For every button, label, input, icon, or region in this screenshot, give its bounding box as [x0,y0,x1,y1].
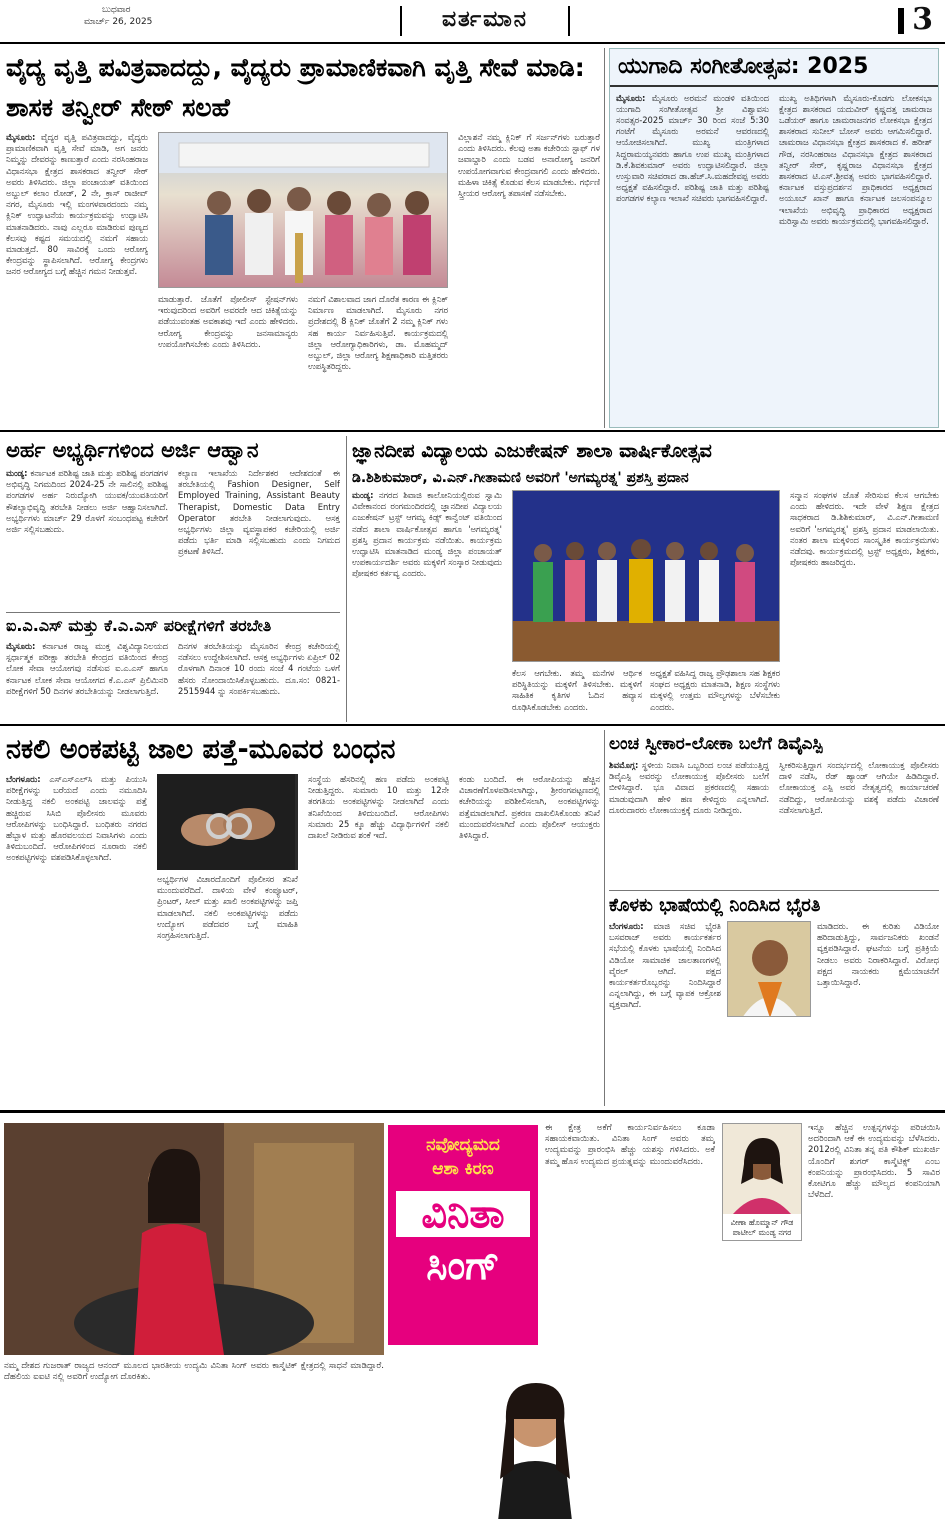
story-headline: ನಕಲಿ ಅಂಕಪಟ್ಟಿ ಜಾಲ ಪತ್ತೆ-ಮೂವರ ಬಂಧನ [6,734,396,765]
story-text [6,641,168,709]
story-text [352,490,502,660]
feature-column-1 [4,1361,384,1517]
vinita-portrait-photo [4,1123,384,1355]
story-ias-kas-training [6,612,340,720]
vinita-portrait-image [4,1123,384,1355]
feature-column-2: ಈ ಕ್ಷೇತ್ರ ಅಕೆಗೆ ಕಾರ್ಯನಿರ್ವಹಿಸಲು ಕೂಡಾ ಸಹಾಯಕವಾಯಿತು. ವಿನಿತಾ ಸಿಂಗ್ ಅವರು ತಮ್ಮ ಉದ್ಯಮವನ್ನು ಪ್ರಾರಂಭಿಸಿ ಹೆಚ್ಚು ಯಶಸ್ಸು ಗಳಿಸಿದರು. ಅಕೆ ತಮ್ಮ ಹೊಸ ಉದ್ಯಮದ ಪ್ರಯತ್ನವನ್ನು ಮುಂದುವರೆಸಿದರು. [545,1123,715,1167]
dateline: ಶಿವಮೊಗ್ಗ: [609,760,639,770]
story-ugadi-festival [609,48,939,428]
story-column-1: ಕರ್ನಾಟಕ ಪರಿಶಿಷ್ಟ ಜಾತಿ ಮತ್ತು ಪರಿಶಿಷ್ಟ ಪಂಗಡಗಳ ಅಭಿವೃದ್ಧಿ ನಿಗಮದಿಂದ 2024-25 ನೇ ಸಾಲಿನಲ್ಲಿ ಪರಿಶಿಷ್ಟ ಪಂಗಡಗಳ ಅರ್ಹ ನಿರುದ್ಯೋಗಿ ಯುವಕ/ಯುವತಿಯರಿಗೆ ಕೌಶಲ್ಯಾಭಿವೃದ್ಧಿ ತರಬೇತಿ ನೀಡಲು ಅರ್ಜಿ ಆಹ್ವಾನಿಸಲಾಗಿದೆ. ಅಭ್ಯರ್ಥಿಗಳು ಮಾರ್ಚ್ 29 ರೊಳಗೆ ಸಂಬಂಧಪಟ್ಟ ಕಚೇರಿಗೆ ಅರ್ಜಿ ಸಲ್ಲಿಸಬಹುದು. [6,468,168,535]
feature-title-line-1: ನವೋದ್ಯಮದ [426,1135,500,1155]
story-column-1: ನಗರದ ಶಿವಾಜಿ ಕಾಲೋನಿಯಲ್ಲಿರುವ ಸ್ವಾಮಿ ವಿವೇಕಾನಂದ ರಂಗಮಂದಿರದಲ್ಲಿ ಜ್ಞಾನದೀಪ ವಿದ್ಯಾಲಯ ಎಜುಕೇಷನ್ ಟ್ರಸ್ಟ್ ಆಗಮ್ಯ ಕಿಡ್ಸ್ ಕಾನ್ವೆಂಟ್ ವತಿಯಿಂದ ನಡೆದ ಶಾಲಾ ವಾರ್ಷಿಕೋತ್ಸವ ಹಾಗೂ 'ಅಗಮ್ಯರತ್ನ' ಪ್ರಶಸ್ತಿ ಪ್ರದಾನ ಕಾರ್ಯಕ್ರಮ ನಡೆಯಿತು. ಕಾರ್ಯಕ್ರಮ ಉದ್ಘಾಟಿಸಿ ಮಾತನಾಡಿದ ಮಂಡ್ಯ ಜಿಲ್ಲಾ ಪಂಚಾಯತ್ ಉಪಕಾರ್ಯದರ್ಶಿ ಅವರು ಮಕ್ಕಳಿಗೆ ಸಂಸ್ಕಾರ ನೀಡುವುದು ಪೋಷಕರ ಕರ್ತವ್ಯ ಎಂದರು. [352,490,502,579]
feature-column-3: ಇನ್ನೂ ಹೆಚ್ಚಿನ ಉತ್ಪನ್ನಗಳನ್ನು ಪರಿಚಯಿಸಿ ಅದರಿಂದಾಗಿ ಆಕೆ ಈ ಉದ್ಯಮವನ್ನು ಬೆಳೆಸಿದರು. 2012ರಲ್ಲಿ ವಿನಿತಾ ತನ್ನ ಪತಿ ಕೌಶಿಕ್ ಮುಖರ್ಜಿ ಯೊಂದಿಗೆ ಶುಗರ್ ಕಾಸ್ಮೆಟಿಕ್ಸ್ ಎಂಬ ಕಂಪನಿಯನ್ನು ಪ್ರಾರಂಭಿಸಿದರು. 5 ಸಾವಿರ ಕೋಟಿಗೂ ಹೆಚ್ಚು ಮೌಲ್ಯದ ಕಂಪನಿಯಾಗಿ ಬೆಳೆದಿದೆ. [808,1123,940,1201]
award-ceremony-photo-image [513,491,780,662]
photo-column [158,132,448,420]
story-column-3: ಅಧ್ಯಕ್ಷತೆ ವಹಿಸಿದ್ದ ರಾಜ್ಯ ಪ್ರೌಢಶಾಲಾ ಸಹ ಶಿಕ್ಷಕರ ಸಂಘದ ಅಧ್ಯಕ್ಷರು ಮಾತನಾಡಿ, ಶಿಕ್ಷಣ ಸಂಸ್ಥೆಗಳು ಮಕ್ಕಳಲ್ಲಿ ಉತ್ತಮ ಮೌಲ್ಯಗಳನ್ನು ಬೆಳೆಸಬೇಕು ಎಂದರು. [650,668,780,712]
story-text [616,93,769,413]
feature-title-line-2: ಆಶಾ ಕಿರಣ [432,1159,494,1179]
dateline: ಮೈಸೂರು: [6,641,36,651]
politician-photo-image [728,922,811,1017]
story-byrathi-abuse [609,890,939,1104]
story-headline: ಐ.ಎ.ಎಸ್ ಮತ್ತು ಕೆ.ಎ.ಎಸ್ ಪರೀಕ್ಷೆಗಳಿಗೆ ತರಬೇತಿ [6,616,272,635]
issue-date: ಮಾರ್ಚ್ 26, 2025 [84,17,153,27]
story-column-1: ವೈದ್ಯರ ವೃತ್ತಿ ಪವಿತ್ರವಾದದ್ದು, ವೈದ್ಯರು ಪ್ರಾಮಾಣಿಕವಾಗಿ ವೃತ್ತಿ ಸೇವೆ ಮಾಡಿ, ಅಗ ಜನರು ನಿಮ್ಮನ್ನು ದೇವರನ್ನು ಕಾಣುತ್ತಾರೆ ಎಂದು ನರಸಿಂಹರಾಜ ವಿಧಾನಸಭಾ ಕ್ಷೇತ್ರದ ಶಾಸಕರಾದ ತನ್ವೀರ್ ಸೇಠ್ ಅವರು ತಿಳಿಸಿದರು. ಜಿಲ್ಲಾ ಪಂಚಾಯತ್ ವತಿಯಿಂದ ಅಬ್ದುಲ್ ಕಲಾಂ ರೋಡ್, 2 ನೇ, ಕ್ರಾಸ್ ರಾಜೀವ್ ನಗರ, ಮೈಸೂರು ಇಲ್ಲಿ ಮಂಗಳವಾರದಂದು ನಮ್ಮ ಕ್ಲಿನಿಕ್ ಉದ್ಘಾಟನೆಯ ಕಾರ್ಯಕ್ರಮವನ್ನು ಉದ್ಘಾಟಿಸಿ ಮಾತನಾಡಿದರು. ನಾವು ಎಲ್ಲರೂ ಮಾಡಿರುವ ಪುಣ್ಯದ ಕೆಲಸವು ಕಷ್ಟದ ಸಮಯದಲ್ಲಿ ನಮಗೆ ಸಹಾಯ ಮಾಡುತ್ತದೆ. 80 ಸಾವಿರಕ್ಕೆ ಒಂದು ಆರೋಗ್ಯ ಕೇಂದ್ರವನ್ನು ಸ್ಥಾಪಿಸಲಾಗಿದೆ. ಆರೋಗ್ಯ ಕೇಂದ್ರಗಳು ಜನರ ಆರೋಗ್ಯದ ಬಗ್ಗೆ ಹೆಚ್ಚಿನ ಗಮನ ನೀಡುತ್ತವೆ. [6,132,148,277]
politician-photo [727,921,811,1017]
story-lokayukta-trap [609,730,939,888]
weekday: ಬುಧವಾರ [102,5,131,15]
story-column-2: ಮಾಡಿದರು. ಈ ಕುರಿತು ವಿಡಿಯೋ ಹರಿದಾಡುತ್ತಿದ್ದು, ಸಾರ್ವಜನಿಕರು ಖಂಡನೆ ವ್ಯಕ್ತಪಡಿಸಿದ್ದಾರೆ. ಘಟನೆಯ ಬಗ್ಗೆ ಪ್ರತಿಕ್ರಿಯೆ ನೀಡಲು ಅವರು ನಿರಾಕರಿಸಿದ್ದಾರೆ. ವಿರೋಧ ಪಕ್ಷದ ನಾಯಕರು ಕ್ಷಮೆಯಾಚನೆಗೆ ಒತ್ತಾಯಿಸಿದ್ದಾರೆ. [817,921,939,988]
inauguration-photo-image [159,133,448,288]
dateline: ಮೈಸೂರು: [6,132,36,142]
story-column-2: ಕಲ್ಯಾಣ ಇಲಾಖೆಯ ನಿರ್ದೇಶಕರ ಆದೇಶದಂತೆ ಈ ತರಬೇತಿಯಲ್ಲಿ Fashion Designer, Self Employed Training, Assistant Beauty Therapist, Domestic Data Entry Operator ತರಬೇತಿ ನೀಡಲಾಗುವುದು. ಆಸಕ್ತ ಅಭ್ಯರ್ಥಿಗಳು ಜಿಲ್ಲಾ ವ್ಯವಸ್ಥಾಪಕರ ಕಚೇರಿಯಲ್ಲಿ ಅರ್ಜಿ ಪಡೆದು ಭರ್ತಿ ಮಾಡಿ ಸಲ್ಲಿಸಬಹುದು ಎಂದು ನಿಗಮದ ಪ್ರಕಟಣೆ ತಿಳಿಸಿದೆ. [178,468,340,557]
inauguration-photo [158,132,448,288]
story-column-2: ದಿನಗಳ ತರಬೇತಿಯನ್ನು ಮೈಸೂರಿನ ಕೇಂದ್ರ ಕಚೇರಿಯಲ್ಲಿ ನಡೆಸಲು ಉದ್ದೇಶಿಸಲಾಗಿದೆ. ಆಸಕ್ತ ಅಭ್ಯರ್ಥಿಗಳು ಏಪ್ರಿಲ್ 02 ರೊಳಗಾಗಿ ದಿನಾಂಕ 10 ರಂದು ಸಂಜೆ 4 ಗಂಟೆಯ ಒಳಗೆ ಹೆಸರು ನೋಂದಾಯಿಸಿಕೊಳ್ಳಬಹುದು. ದೂ.ಸಂ: 0821-2515944 ನ್ನು ಸಂಪರ್ಕಿಸಬಹುದು. [178,641,340,696]
date-block [84,4,152,28]
column-divider [346,436,347,722]
story-column-2: ಸ್ವೀಕರಿಸುತ್ತಿದ್ದಾಗ ಸಂದರ್ಭದಲ್ಲಿ ಲೋಕಾಯುಕ್ತ ಪೊಲೀಸರು ದಾಳಿ ನಡೆಸಿ, ರೆಡ್ ಹ್ಯಾಂಡ್ ಆಗಿಯೇ ಹಿಡಿದಿದ್ದಾರೆ. ಲೋಕಾಯುಕ್ತ ಎಸ್ಪಿ ಅವರ ನೇತೃತ್ವದಲ್ಲಿ ಕಾರ್ಯಾಚರಣೆ ನಡೆದಿದ್ದು, ಆರೋಪಿಯನ್ನು ವಶಕ್ಕೆ ಪಡೆದು ವಿಚಾರಣೆ ನಡೆಸಲಾಗುತ್ತಿದೆ. [779,760,939,815]
story-column-4: ಸನ್ಮಾನ ಸಂಘಗಳ ಜೊತೆ ಸೇರಿಸುವ ಕೆಲಸ ಆಗಬೇಕು ಎಂದು ಹೇಳಿದರು. ಇದೇ ವೇಳೆ ಶಿಕ್ಷಣ ಕ್ಷೇತ್ರದ ಸಾಧಕರಾದ ಡಿ.ಶಿಶಿಕುಮಾರ್, ವಿ.ಎನ್.ಗೀತಾಮಣಿ ಅವರಿಗೆ 'ಅಗಮ್ಯರತ್ನ' ಪ್ರಶಸ್ತಿ ಪ್ರದಾನ ಮಾಡಲಾಯಿತು. ನಂತರ ಶಾಲಾ ಮಕ್ಕಳಿಂದ ಸಾಂಸ್ಕೃತಿಕ ಕಾರ್ಯಕ್ರಮಗಳು ನಡೆದವು. ಕಾರ್ಯಕ್ರಮದಲ್ಲಿ ಟ್ರಸ್ಟ್ ಅಧ್ಯಕ್ಷರು, ಶಿಕ್ಷಕರು, ಪೋಷಕರು ಹಾಜರಿದ್ದರು. [790,490,939,568]
story-text [6,468,168,598]
author-box [722,1123,802,1241]
page-number-value: 3 [912,2,933,37]
feature-title-line-4: ಸಿಂಗ್ [426,1243,500,1289]
row-divider [0,430,945,432]
author-photo [723,1124,801,1214]
story-text [6,132,148,420]
story-subheadline: ಡಿ.ಶಿಶಿಕುಮಾರ್, ವಿ.ಎನ್.ಗೀತಾಮಣಿ ಅವರಿಗೆ 'ಅಗಮ್ಯರತ್ನ' ಪ್ರಶಸ್ತಿ ಪ್ರದಾನ [352,470,689,486]
story-column-3: ಸಂಸ್ಥೆಯ ಹೆಸರಿನಲ್ಲಿ ಹಣ ಪಡೆದು ಅಂಕಪಟ್ಟಿ ನೀಡುತ್ತಿದ್ದರು. ಸುಮಾರು 10 ಮತ್ತು 12ನೇ ತರಗತಿಯ ಅಂಕಪಟ್ಟಿಗಳನ್ನು ನೀಡಲಾಗಿದೆ ಎಂದು ತನಿಖೆಯಿಂದ ತಿಳಿದುಬಂದಿದೆ. ಆರೋಪಿಗಳು ಸುಮಾರು 25 ಕ್ಕೂ ಹೆಚ್ಚು ವಿದ್ಯಾರ್ಥಿಗಳಿಗೆ ನಕಲಿ ದಾಖಲೆ ನೀಡಿರುವ ಶಂಕೆ ಇದೆ. [308,774,449,841]
story-headline: ಯುಗಾದಿ ಸಂಗೀತೋತ್ಸವ: 2025 [610,49,938,87]
story-column-1: ಸ್ಥಳೀಯ ನಿವಾಸಿ ಒಬ್ಬರಿಂದ ಲಂಚ ಪಡೆಯುತ್ತಿದ್ದ ಡಿವೈಎಸ್ಪಿ ಅವರನ್ನು ಲೋಕಾಯುಕ್ತ ಪೊಲೀಸರು ಬಲೆಗೆ ಬೀಳಿಸಿದ್ದಾರೆ. ಭೂ ವಿವಾದ ಪ್ರಕರಣದಲ್ಲಿ ಸಹಾಯ ಮಾಡುವುದಾಗಿ ಹೇಳಿ ಹಣ ಕೇಳಿದ್ದರು ಎನ್ನಲಾಗಿದೆ. ದೂರುದಾರರು ಲೋಕಾಯುಕ್ತಕ್ಕೆ ದೂರು ನೀಡಿದ್ದರು. [609,760,769,815]
feature-title-box [388,1125,538,1345]
dateline: ಬೆಂಗಳೂರು: [6,774,41,784]
page-number-bar [898,8,904,34]
author-role: ಪಾಟೀಲ್ ಮಂಡ್ಯ ನಗರ [732,1228,792,1237]
story-headline: ವೈದ್ಯ ವೃತ್ತಿ ಪವಿತ್ರವಾದದ್ದು, ವೈದ್ಯರು ಪ್ರಾಮಾಣಿಕವಾಗಿ ವೃತ್ತಿ ಸೇವೆ ಮಾಡಿ: ಶಾಸಕ ತನ್ವೀರ್ ಸೇಠ್ ಸಲಹೆ [6,53,585,122]
feature-column-1-text: ನಮ್ಮ ದೇಶದ ಗುಜರಾತ್ ರಾಜ್ಯದ ಆನಂದ್ ಮೂಲದ ಭಾರತೀಯ ಉದ್ಯಮಿ ವಿನಿತಾ ಸಿಂಗ್ ಅವರು ಕಾಸ್ಮೆಟಿಕ್ ಕ್ಷೇತ್ರದಲ್ಲಿ ಸಾಧನೆ ಮಾಡಿದ್ದಾರೆ. ದೆಹಲಿಯ ಐಐಟಿ ನಲ್ಲಿ ಅವರಿಗೆ ಉದ್ಯೋಗ ದೊರಕಿತು. [4,1361,384,1383]
story-column-1: ಮೈಸೂರು ಅರಮನೆ ಮಂಡಳಿ ವತಿಯಿಂದ ಯುಗಾದಿ ಸಂಗೀತೋತ್ಸವ ಶ್ರೀ ವಿಶ್ವಾವಸು ಸಂವತ್ಸರ-2025 ಮಾರ್ಚ್ 30 ರಿಂದ ಸಂಜೆ 5:30 ಗಂಟೆಗೆ ಮೈಸೂರು ಅರಮನೆ ಆವರಣದಲ್ಲಿ ಆಯೋಜಿಸಲಾಗಿದೆ. ಮುಖ್ಯ ಮಂತ್ರಿಗಳಾದ ಸಿದ್ದರಾಮಯ್ಯನವರು ಹಾಗೂ ಉಪ ಮುಖ್ಯ ಮಂತ್ರಿಗಳಾದ ಡಿ.ಕೆ.ಶಿವಕುಮಾರ್ ಅವರು ಉದ್ಘಾಟಿಸಲಿದ್ದಾರೆ. ಜಿಲ್ಲಾ ಉಸ್ತುವಾರಿ ಸಚಿವರಾದ ಡಾ.ಹೆಚ್.ಸಿ.ಮಹದೇವಪ್ಪ ಅವರು ಅಧ್ಯಕ್ಷತೆ ವಹಿಸಲಿದ್ದಾರೆ. ಪರಿಶಿಷ್ಟ ಜಾತಿ ಮತ್ತು ಪರಿಶಿಷ್ಟ ಪಂಗಡಗಳ ಕಲ್ಯಾಣ ಇಲಾಖೆ ಸಚಿವರು ಭಾಗವಹಿಸಲಿದ್ದಾರೆ. [616,92,769,204]
row-divider [0,724,945,726]
dateline: ಮಂಡ್ಯ: [352,490,374,500]
story-fake-marks-card [6,730,600,1102]
paper-name: ವರ್ತಮಾನ [400,6,570,36]
story-headline: ಲಂಚ ಸ್ವೀಕಾರ-ಲೋಕಾ ಬಲೆಗೆ ಡಿವೈಎಸ್ಪಿ [609,734,823,754]
story-column-1: ಮಾಜಿ ಸಚಿವ ಭೈರತಿ ಬಸವರಾಜ್ ಅವರು ಕಾರ್ಯಕರ್ತರ ಸಭೆಯಲ್ಲಿ ಕೊಳಕು ಭಾಷೆಯಲ್ಲಿ ನಿಂದಿಸಿದ ವಿಡಿಯೋ ಸಾಮಾಜಿಕ ಜಾಲತಾಣಗಳಲ್ಲಿ ವೈರಲ್ ಆಗಿದೆ. ಪಕ್ಷದ ಕಾರ್ಯಕರ್ತರೊಬ್ಬರನ್ನು ನಿಂದಿಸಿದ್ದಾರೆ ಎನ್ನಲಾಗಿದ್ದು, ಈ ಬಗ್ಗೆ ವ್ಯಾಪಕ ಆಕ್ರೋಶ ವ್ಯಕ್ತವಾಗಿದೆ. [609,921,721,1010]
story-column-4: ಕಂಡು ಬಂದಿದೆ. ಈ ಆರೋಪಿಯನ್ನು ಹೆಚ್ಚಿನ ವಿಚಾರಣೆಗೊಳಪಡಿಸಲಾಗಿದ್ದು, ಶ್ರೀರಂಗಪಟ್ಟಣದಲ್ಲಿ ಕಚೇರಿಯನ್ನು ಪರಿಶೀಲಿಸಲಾಗಿ, ಅಂಕಪಟ್ಟಿಗಳನ್ನು ಪತ್ತೆಮಾಡಲಾಗಿದೆ. ಪ್ರಕರಣ ದಾಖಲಿಸಿಕೊಂಡು ತನಿಖೆ ಮುಂದುವರೆಸಲಾಗಿದೆ ಎಂದು ಪೊಲೀಸ್ ಆಯುಕ್ತರು ತಿಳಿಸಿದ್ದಾರೆ. [459,774,600,841]
author-name: ವೀಣಾ ಹೊಮ್ಮಾನ್ ಗೌಡ [730,1218,794,1227]
dateline: ಬೆಂಗಳೂರು: [609,921,644,931]
story-column-2: ವಿಲ್ಲಾಶನೆ ನಮ್ಮ ಕ್ಲಿನಿಕ್ ಗೆ ಸರ್ಜನ್‌ಗಳು ಬರುತ್ತಾರೆ ಎಂದು ತಿಳಿಸಿದರು. ಕೆಲವು ಅತಾ ಕಚೇರಿಯ ಸ್ಟಾಫ್ ಗಳ ಜವಾಬ್ದಾರಿ ಎಂದು ಬಡವ ಅನಾರೋಗ್ಯ ಜನರಿಗೆ ಉಪಯೋಗವಾಗುವ ಕೇಂದ್ರವಾಗಲಿ ಎಂದು ಹೇಳಿದರು. ಮಹಿಳಾ ಚಿಕಿತ್ಸೆ ಕೊಡುವ ಕೆಲಸ ಮಾಡಬೇಕು. ಗರ್ಭಿಣಿ ಸ್ತ್ರೀಯರ ಆರೋಗ್ಯ ತಪಾಸಣೆ ನಡೆಸಬೇಕು. [458,132,600,199]
story-column-2: ಅಭ್ಯರ್ಥಿಗಳ ವಿಚಾರದೊಂದಿಗೆ ಪೊಲೀಸರ ತನಿಖೆ ಮುಂದುವರೆದಿದೆ. ದಾಳಿಯ ವೇಳೆ ಕಂಪ್ಯೂಟರ್, ಪ್ರಿಂಟರ್, ಸೀಲ್ ಮತ್ತು ಖಾಲಿ ಅಂಕಪಟ್ಟಿಗಳನ್ನು ಜಪ್ತಿ ಮಾಡಲಾಗಿದೆ. ನಕಲಿ ಅಂಕಪಟ್ಟಿಗಳನ್ನು ಪಡೆದು ಉದ್ಯೋಗ ಪಡೆದವರ ಬಗ್ಗೆ ಮಾಹಿತಿ ಸಂಗ್ರಹಿಸಲಾಗುತ್ತಿದೆ. [157,874,298,941]
masthead [0,0,945,44]
story-headline: ಕೊಳಕು ಭಾಷೆಯಲ್ಲಿ ನಿಂದಿಸಿದ ಭೈರತಿ [609,895,821,916]
story-column-2: ಕೆಲಸ ಆಗಬೇಕು. ತಮ್ಮ ಮನೆಗಳ ಆರ್ಥಿಕ ಪರಿಸ್ಥಿತಿಯನ್ನು ಮಕ್ಕಳಿಗೆ ತಿಳಿಸಬೇಕು. ಮಕ್ಕಳಿಗೆ ಸಾಹಿತಿಕ ಕೃತಿಗಳ ಓದಿನ ಹವ್ಯಾಸ ರೂಢಿಸಿಕೊಡಬೇಕು ಎಂದರು. [512,668,642,712]
story-column-1: ಎಸ್‌ಎಸ್‌ಎಲ್‌ಸಿ ಮತ್ತು ಪಿಯುಸಿ ಪರೀಕ್ಷೆಗಳನ್ನು ಬರೆಯದೆ ಎಂದು ನಮೂದಿಸಿ ನೀಡುತ್ತಿದ್ದ ನಕಲಿ ಅಂಕಪಟ್ಟಿ ಜಾಲವನ್ನು ಪತ್ತೆ ಹಚ್ಚಿರುವ ಸಿಸಿಬಿ ಪೊಲೀಸರು ಮೂವರು ಆರೋಪಿಗಳನ್ನು ಬಂಧಿಸಿದ್ದಾರೆ. ಬಂಧಿತರು ನಗರದ ಹೆಬ್ಬಾಳ ಮತ್ತು ಹೊರವಲಯದ ನಿವಾಸಿಗಳು ಎಂದು ತಿಳಿದುಬಂದಿದೆ. ಆರೋಪಿಗಳಿಂದ ನೂರಾರು ನಕಲಿ ಅಂಕಪಟ್ಟಿಗಳನ್ನು ವಶಪಡಿಸಿಕೊಳ್ಳಲಾಗಿದೆ. [6,774,147,863]
dateline: ಮೈಸೂರು: [616,92,646,103]
story-text [6,774,147,1096]
story-school-anniversary [352,436,939,722]
feature-title-line-3: ವಿನಿತಾ [396,1191,530,1237]
entrepreneur-feature [0,1110,945,1519]
story-column-2: ಮುಖ್ಯ ಅತಿಥಿಗಳಾಗಿ ಮೈಸೂರು-ಕೊಡಗು ಲೋಕಸಭಾ ಕ್ಷೇತ್ರದ ಶಾಸಕರಾದ ಯದುವೀರ್ ಕೃಷ್ಣದತ್ತ ಚಾಮರಾಜ ಒಡೆಯರ್ ಹಾಗೂ ಚಾಮರಾಜನಗರ ಲೋಕಸಭಾ ಕ್ಷೇತ್ರದ ಶಾಸಕರಾದ ಸುನೀಲ್ ಬೋಸ್ ಅವರು ಆಗಮಿಸಲಿದ್ದಾರೆ. ಚಾಮರಾಜ ವಿಧಾನಸಭಾ ಕ್ಷೇತ್ರದ ಶಾಸಕರಾದ ಕೆ. ಹರೀಶ್ ಗೌಡ, ನರಸಿಂಹರಾಜ ವಿಧಾನಸಭಾ ಕ್ಷೇತ್ರದ ಶಾಸಕರಾದ ತನ್ವೀರ್ ಸೇಠ್, ಕೃಷ್ಣರಾಜ ವಿಧಾನಸಭಾ ಕ್ಷೇತ್ರದ ಶಾಸಕರಾದ ಟಿ.ಎಸ್.ಶ್ರೀವತ್ಸ ಅವರು ಭಾಗವಹಿಸಲಿದ್ದಾರೆ. ಕರ್ನಾಟಕ ವಸ್ತುಪ್ರದರ್ಶನ ಪ್ರಾಧಿಕಾರದ ಅಧ್ಯಕ್ಷರಾದ ಅಯೂಬ್ ಖಾನ್ ಹಾಗೂ ಕರ್ನಾಟಕ ಜಲಸಂಪನ್ಮೂಲ ಇಲಾಖೆಯ ಅಭಿವೃದ್ಧಿ ಪ್ರಾಧಿಕಾರದ ಅಧ್ಯಕ್ಷರಾದ ಮರಿಸ್ವಾಮಿ ಅವರು ಕಾರ್ಯಕ್ರಮದಲ್ಲಿ ಭಾಗವಹಿಸಲಿದ್ದಾರೆ. [779,92,932,226]
column-divider [604,48,605,428]
handcuffs-photo-image [157,774,295,870]
story-headline: ಅರ್ಹ ಅಭ್ಯರ್ಥಿಗಳಿಂದ ಅರ್ಜಿ ಆಹ್ವಾನ [6,438,259,462]
story-applications-invited [6,436,340,606]
column-divider [604,730,605,1106]
story-column-1: ಕರ್ನಾಟಕ ರಾಜ್ಯ ಮುಕ್ತ ವಿಶ್ವವಿದ್ಯಾನಿಲಯದ ಸ್ಪರ್ಧಾತ್ಮಕ ಪರೀಕ್ಷಾ ತರಬೇತಿ ಕೇಂದ್ರದ ವತಿಯಿಂದ ಕೇಂದ್ರ ಲೋಕ ಸೇವಾ ಆಯೋಗವು ನಡೆಸುವ ಐ.ಎ.ಎಸ್ ಹಾಗೂ ಕರ್ನಾಟಕ ಲೋಕ ಸೇವಾ ಆಯೋಗದ ಕೆ.ಎ.ಎಸ್ ಪ್ರಿಲಿಮಿನರಿ ಪರೀಕ್ಷೆಗಳಿಗೆ 50 ದಿನಗಳ ತರಬೇತಿಯನ್ನು ನೀಡಲಾಗುತ್ತಿದೆ. [6,641,168,696]
story-column-3: ಮಾಡುತ್ತಾರೆ. ಜೊತೆಗೆ ಪೋಲೀಸ್ ಸ್ಟೇಷನ್‌ಗಳು ಇರುವುದರಿಂದ ಅವರಿಗೆ ಅವರದೇ ಆದ ಚಿಕಿತ್ಸೆಯನ್ನು ಪಡೆಯುವಂತಹ ಅವಕಾಶವು ಇದೆ ಎಂದು ಹೇಳಿದರು. ಆರೋಗ್ಯ ಕೇಂದ್ರವನ್ನು ಜನಸಾಮಾನ್ಯರು ಉಪಯೋಗಿಸಬೇಕು ಎಂದು ತಿಳಿಸಿದರು. [158,294,298,349]
handcuffs-photo [157,774,298,870]
story-headline: ಜ್ಞಾನದೀಪ ವಿದ್ಯಾಲಯ ಎಜುಕೇಷನ್ ಶಾಲಾ ವಾರ್ಷಿಕೋತ್ಸವ [352,440,712,462]
dateline: ಮಂಡ್ಯ: [6,468,28,478]
story-column-4: ನಮಗೆ ವಿಶಾಲವಾದ ಜಾಗ ದೊರೆತ ಕಾರಣ ಈ ಕ್ಲಿನಿಕ್ ನಿರ್ಮಾಣ ಮಾಡಲಾಗಿದೆ. ಮೈಸೂರು ನಗರ ಪ್ರದೇಶದಲ್ಲಿ 8 ಕ್ಲಿನಿಕ್ ಜೊತೆಗೆ 2 ನಮ್ಮ ಕ್ಲಿನಿಕ್ ಗಳು ಸಹ ಕಾರ್ಯ ನಿರ್ವಹಿಸುತ್ತಿವೆ. ಕಾರ್ಯಕ್ರಮದಲ್ಲಿ ಜಿಲ್ಲಾ ಆರೋಗ್ಯಾಧಿಕಾರಿಗಳು, ಡಾ. ಮೊಹಮ್ಮದ್ ಅಬ್ದುಲ್, ಜಿಲ್ಲಾ ಆರೋಗ್ಯ ಶಿಕ್ಷಣಾಧಿಕಾರಿ ಮತ್ತಿತರರು ಉಪಸ್ಥಿತರಿದ್ದರು. [308,294,448,372]
award-ceremony-photo [512,490,780,662]
story-doctor-service [6,48,600,420]
story-text [609,921,721,1099]
page-number [898,2,933,37]
story-text [609,760,769,882]
